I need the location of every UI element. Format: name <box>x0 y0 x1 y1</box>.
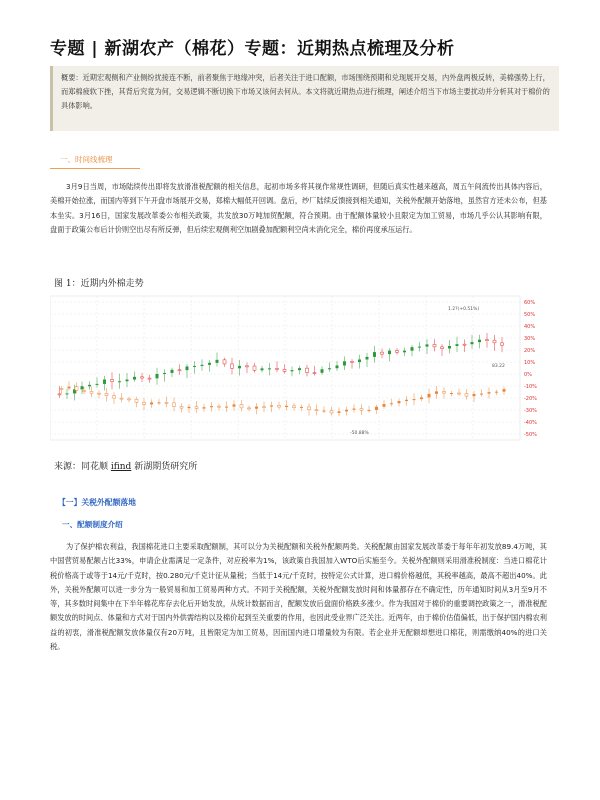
domestic-cotton-candle <box>473 394 476 396</box>
outer-cotton-candle <box>261 368 264 370</box>
outer-cotton-candle <box>373 352 376 357</box>
axis-tick-label: -10% <box>524 384 537 390</box>
domestic-cotton-candle <box>173 403 176 407</box>
domestic-cotton-candle <box>405 400 408 401</box>
section-heading-label: 一、时间线梳理 <box>60 155 113 164</box>
domestic-cotton-candle <box>90 391 93 393</box>
axis-tick-label: 0% <box>524 372 532 378</box>
domestic-cotton-candle <box>75 387 78 391</box>
domestic-cotton-candle <box>68 387 71 389</box>
domestic-cotton-candle <box>308 407 311 410</box>
domestic-cotton-candle <box>368 410 371 411</box>
outer-cotton-candle <box>133 377 136 380</box>
domestic-cotton-candle <box>465 394 468 397</box>
domestic-cotton-candle <box>435 391 438 393</box>
domestic-cotton-candle <box>390 403 393 404</box>
page-title: 专题 | 新湖农产（棉花）专题：近期热点梳理及分析 <box>50 39 455 59</box>
outer-cotton-candle <box>253 366 256 370</box>
outer-cotton-candle <box>238 366 241 368</box>
outer-cotton-candle <box>358 359 361 362</box>
domestic-cotton-candle <box>98 393 101 394</box>
outer-cotton-candle <box>396 351 399 353</box>
domestic-cotton-candle <box>248 408 251 409</box>
domestic-cotton-candle <box>225 407 228 408</box>
domestic-cotton-candle <box>233 404 236 406</box>
domestic-cotton-candle <box>165 402 168 403</box>
domestic-cotton-candle <box>495 392 498 393</box>
outer-cotton-candle <box>96 384 99 385</box>
domestic-cotton-candle <box>240 404 243 407</box>
domestic-cotton-candle <box>293 406 296 408</box>
chart-right-axis <box>524 300 537 438</box>
source-prefix: 来源：同花顺 <box>54 462 111 472</box>
paragraph-timeline: 3月9日当周，市场陆续传出即将发放滑准税配额的相关信息，起初市场多将其视作常规性调研，但随后真实性越来越高，周五午间流传出具体内容后，美棉开始拉涨，而国内等到下午开盘市场展开交易，郑棉大幅低开回调。盘后，纱厂陆续反馈接到相关通知，关税外配额开始落地，虽然官方还未公布，但基本坐实。3月16日，国家发展改革委公布相关政策，共发放30万吨加贸配额，符合预期。由于配额体量较小且限定为加工贸易，市场几乎公认其影响有限，盘面于政策公布后计价则空出尽有所反弹，但后续宏观侧利空加剧叠加配额利空尚未消化完全，棉价再度承压运行。 <box>50 182 547 234</box>
outer-cotton-candle <box>66 393 69 394</box>
domestic-cotton-candle <box>420 397 423 399</box>
outer-cotton-candle <box>291 370 294 371</box>
outer-cotton-candle <box>493 340 496 343</box>
outer-cotton-candle <box>321 369 324 373</box>
outer-cotton-candle <box>306 368 309 372</box>
outer-cotton-candle <box>126 380 129 382</box>
outer-cotton-candle <box>193 366 196 367</box>
axis-tick-label: 10% <box>524 360 536 366</box>
outer-cotton-candle <box>201 365 204 366</box>
domestic-cotton-candle <box>428 394 431 398</box>
domestic-cotton-candle <box>120 398 123 399</box>
figure-caption: 图 1：近期内外棉走势 <box>54 279 144 289</box>
outer-cotton-candle <box>171 370 174 373</box>
outer-cotton-candle <box>448 346 451 349</box>
outer-cotton-candle <box>141 377 144 378</box>
chart-grid <box>50 296 520 440</box>
domestic-cotton-candle <box>218 406 221 407</box>
outer-cotton-candle <box>298 368 301 370</box>
outer-cotton-candle <box>463 344 466 345</box>
outer-cotton-candle <box>223 360 226 364</box>
domestic-cotton-candle <box>480 394 483 395</box>
domestic-cotton-candle <box>315 410 318 411</box>
outer-cotton-candle <box>156 374 159 378</box>
figure-source <box>54 459 197 472</box>
outer-cotton-candle <box>336 365 339 368</box>
outer-cotton-candle <box>426 344 429 346</box>
domestic-cotton-candle <box>360 409 363 411</box>
axis-tick-label: 50% <box>524 312 536 318</box>
domestic-cotton-candle <box>210 406 213 407</box>
domestic-cotton-candle <box>353 409 356 410</box>
domestic-cotton-candle <box>263 407 266 408</box>
outer-cotton-candle <box>381 352 384 354</box>
outer-cotton-candle <box>88 385 91 386</box>
domestic-cotton-candle <box>180 406 183 408</box>
subsection-heading-quota: 【一】关税外配额落地 <box>58 498 136 507</box>
domestic-cotton-candle <box>503 389 506 392</box>
domestic-cotton-candle <box>398 401 401 403</box>
axis-tick-label: -50% <box>524 432 537 438</box>
outer-cotton-candle <box>351 361 354 362</box>
domestic-cotton-candle <box>113 396 116 398</box>
domestic-cotton-candle <box>383 404 386 407</box>
outer-cotton-candle <box>231 364 234 368</box>
outer-cotton-candle <box>276 368 279 369</box>
outer-cotton-candle <box>478 340 481 342</box>
domestic-cotton-candle <box>135 399 138 402</box>
summary-box: 概要：近期宏观侧和产业侧纷扰接连不断，前者聚焦于地缘冲突，后者关注于进口配额，市场围绕预期和兑现展开交易，内外盘两极反转，美棉强势上行，而郑棉疲软下挫，其背后究竟为何，交易逻辑不断切换下市场又该何去何从。本文将就近期热点进行梳理，阐述介绍当下市场主要扰动并分析其对于棉价的具体影响。 <box>50 66 559 131</box>
domestic-cotton-candle <box>203 407 206 408</box>
domestic-cotton-candle <box>488 392 491 393</box>
domestic-cotton-candle <box>345 410 348 412</box>
outer-cotton-candle <box>411 347 414 351</box>
domestic-cotton-candle <box>270 405 273 406</box>
axis-tick-label: -20% <box>524 396 537 402</box>
domestic-cotton-candle <box>128 399 131 400</box>
axis-tick-label: -30% <box>524 408 537 414</box>
domestic-cotton-candle <box>323 411 326 412</box>
domestic-cotton-candle <box>300 407 303 408</box>
axis-tick-label: 30% <box>524 336 536 342</box>
outer-cotton-candle <box>81 386 84 389</box>
domestic-cotton-candle <box>330 411 333 413</box>
domestic-cotton-candle <box>458 393 461 394</box>
domestic-cotton-candle <box>105 393 108 395</box>
outer-cotton-candle <box>186 366 189 370</box>
outer-cotton-candle <box>148 378 151 379</box>
outer-cotton-candle <box>163 373 166 374</box>
outer-cotton-candle <box>328 368 331 369</box>
domestic-cotton-candle <box>188 407 191 408</box>
domestic-cotton-candle <box>143 402 146 404</box>
outer-cotton-candle <box>118 381 121 382</box>
chart-annotation: -50.88% <box>350 431 369 436</box>
domestic-cotton-candle <box>443 391 446 393</box>
outer-cotton-candle <box>103 380 106 384</box>
chart-annotation: 83.22 <box>492 364 505 369</box>
subsection-heading-intro: 一、配额制度介绍 <box>62 520 123 529</box>
source-suffix: 新湖期货研究所 <box>131 462 198 472</box>
outer-cotton-candle <box>456 344 459 346</box>
outer-cotton-candle <box>246 366 249 367</box>
domestic-cotton-candle <box>158 402 161 403</box>
cotton-price-chart <box>50 290 550 454</box>
outer-cotton-candle <box>433 344 436 346</box>
source-ifind: ifind <box>110 462 132 472</box>
domestic-cotton-candle <box>195 407 198 409</box>
domestic-cotton-candle <box>83 390 86 391</box>
outer-cotton-candle <box>403 351 406 353</box>
section-heading-timeline <box>50 148 140 169</box>
outer-cotton-candle <box>216 360 219 363</box>
axis-tick-label: 40% <box>524 324 536 330</box>
axis-tick-label: -40% <box>524 420 537 426</box>
outer-cotton-candle <box>343 361 346 365</box>
outer-cotton-candle <box>418 347 421 348</box>
domestic-cotton-candle <box>375 407 378 410</box>
outer-cotton-candle <box>208 363 211 365</box>
outer-cotton-candle <box>441 347 444 349</box>
chart-annotation: 1.2?(+0.51%) <box>448 307 480 312</box>
outer-cotton-candle <box>111 380 114 382</box>
outer-cotton-candle <box>501 343 504 345</box>
domestic-cotton-candle <box>60 388 63 389</box>
outer-cotton-candle <box>486 340 489 341</box>
domestic-cotton-candle <box>450 393 453 394</box>
outer-cotton-candle <box>58 394 61 395</box>
outer-cotton-candle <box>268 368 271 369</box>
domestic-cotton-candle <box>338 411 341 413</box>
outer-cotton-candle <box>388 351 391 354</box>
domestic-cotton-candle <box>150 402 153 404</box>
axis-tick-label: 60% <box>524 300 536 306</box>
paragraph-quota-intro: 为了保护棉农利益，我国棉花进口主要采取配额制，其可以分为关税配额和关税外配额两类。关税配额由国家发展改革委于每年年初发放89.4万吨，其中国营贸易配额占比33%，申请企业需满足一定条件，对应税率为1%，该政策自我国加入WTO后实施至今。关税外配额则采用滑准税制度：当进口棉花计税价格高于或等于14元/千克时，按0.280元/千克计征从量税；当低于14元/千克时，按特定公式计算，进口棉价格越低，其税率越高，最高不超出40%。此外，关税外配额可以进一步分为一般贸易和加工贸易两种方式。不同于关税配额，关税外配额发放时间和体量都存在不确定性，历年通知时间从3月至9月不等，其多数时间集中在下半年棉花库存去化后开始发放，从统计数据而言，配额发放后盘面价格跌多涨少。作为我国对于棉价的重要调控政策之一，滑准税配额发放的时间点、体量和方式对于国内外供需结构以及棉价起到至关重要的作用，也因此受业界广泛关注。近两年，由于棉价估值偏低，出于保护国内棉农利益的初衷，滑准税配额发放体量仅有20万吨，且皆限定为加工贸易，因而国内进口增量较为有限。若企业并无配额却想进口棉花，则需缴纳40%的进口关税。 <box>50 542 547 652</box>
outer-cotton-candle <box>471 342 474 344</box>
outer-cotton-candle <box>283 369 286 371</box>
outer-cotton-candle <box>366 357 369 360</box>
domestic-cotton-candle <box>255 407 258 409</box>
domestic-cotton-candle <box>413 399 416 400</box>
outer-cotton-candle <box>313 373 316 374</box>
axis-tick-label: 20% <box>524 348 536 354</box>
outer-cotton-candle <box>178 370 181 371</box>
domestic-cotton-candle <box>285 406 288 407</box>
domestic-cotton-candle <box>278 405 281 407</box>
